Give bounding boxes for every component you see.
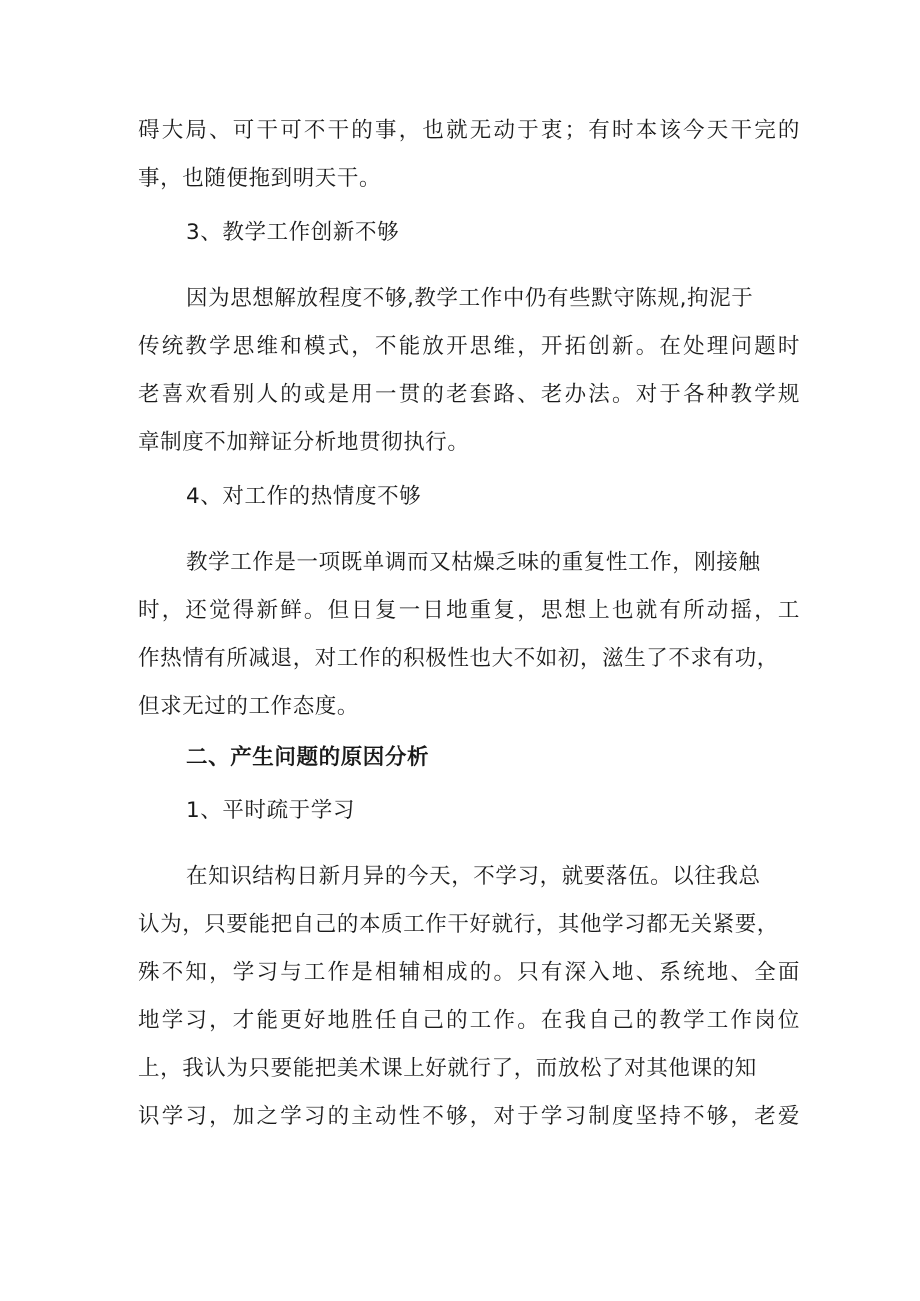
paragraph-line: 时，还觉得新鲜。但日复一日地重复，思想上也就有所动摇，工 bbox=[138, 598, 802, 623]
paragraph-line: 认为，只要能把自己的本质工作干好就行，其他学习都无关紧要， bbox=[138, 912, 779, 937]
section-subheading: 3、教学工作创新不够 bbox=[186, 220, 400, 245]
section-heading: 二、产生问题的原因分析 bbox=[186, 745, 430, 770]
paragraph-line: 但求无过的工作态度。 bbox=[138, 694, 360, 719]
paragraph-line: 识学习，加之学习的主动性不够，对于学习制度坚持不够，老爱 bbox=[138, 1104, 802, 1129]
paragraph-line: 老喜欢看别人的或是用一贯的老套路、老办法。对于各种教学规 bbox=[138, 382, 802, 407]
paragraph-line: 碍大局、可干可不干的事，也就无动于衷；有时本该今天干完的 bbox=[138, 118, 802, 143]
paragraph-line: 上，我认为只要能把美术课上好就行了，而放松了对其他课的知 bbox=[138, 1056, 757, 1081]
paragraph-line: 在知识结构日新月异的今天，不学习，就要落伍。以往我总 bbox=[186, 864, 761, 889]
paragraph-line: 教学工作是一项既单调而又枯燥乏味的重复性工作，刚接触 bbox=[186, 550, 761, 575]
paragraph-line: 殊不知，学习与工作是相辅相成的。只有深入地、系统地、全面 bbox=[138, 960, 802, 985]
paragraph-line: 因为思想解放程度不够,教学工作中仍有些默守陈规,拘泥于 bbox=[186, 286, 754, 311]
paragraph-line: 章制度不加辩证分析地贯彻执行。 bbox=[138, 430, 470, 455]
paragraph-line: 作热情有所减退，对工作的积极性也大不如初，滋生了不求有功， bbox=[138, 646, 779, 671]
paragraph-line: 传统教学思维和模式，不能放开思维，开拓创新。在处理问题时 bbox=[138, 334, 802, 359]
paragraph-line: 事，也随便拖到明天干。 bbox=[138, 166, 382, 191]
section-subheading: 1、平时疏于学习 bbox=[186, 798, 355, 823]
section-subheading: 4、对工作的热情度不够 bbox=[186, 484, 422, 509]
paragraph-line: 地学习，才能更好地胜任自己的工作。在我自己的教学工作岗位 bbox=[138, 1008, 802, 1033]
